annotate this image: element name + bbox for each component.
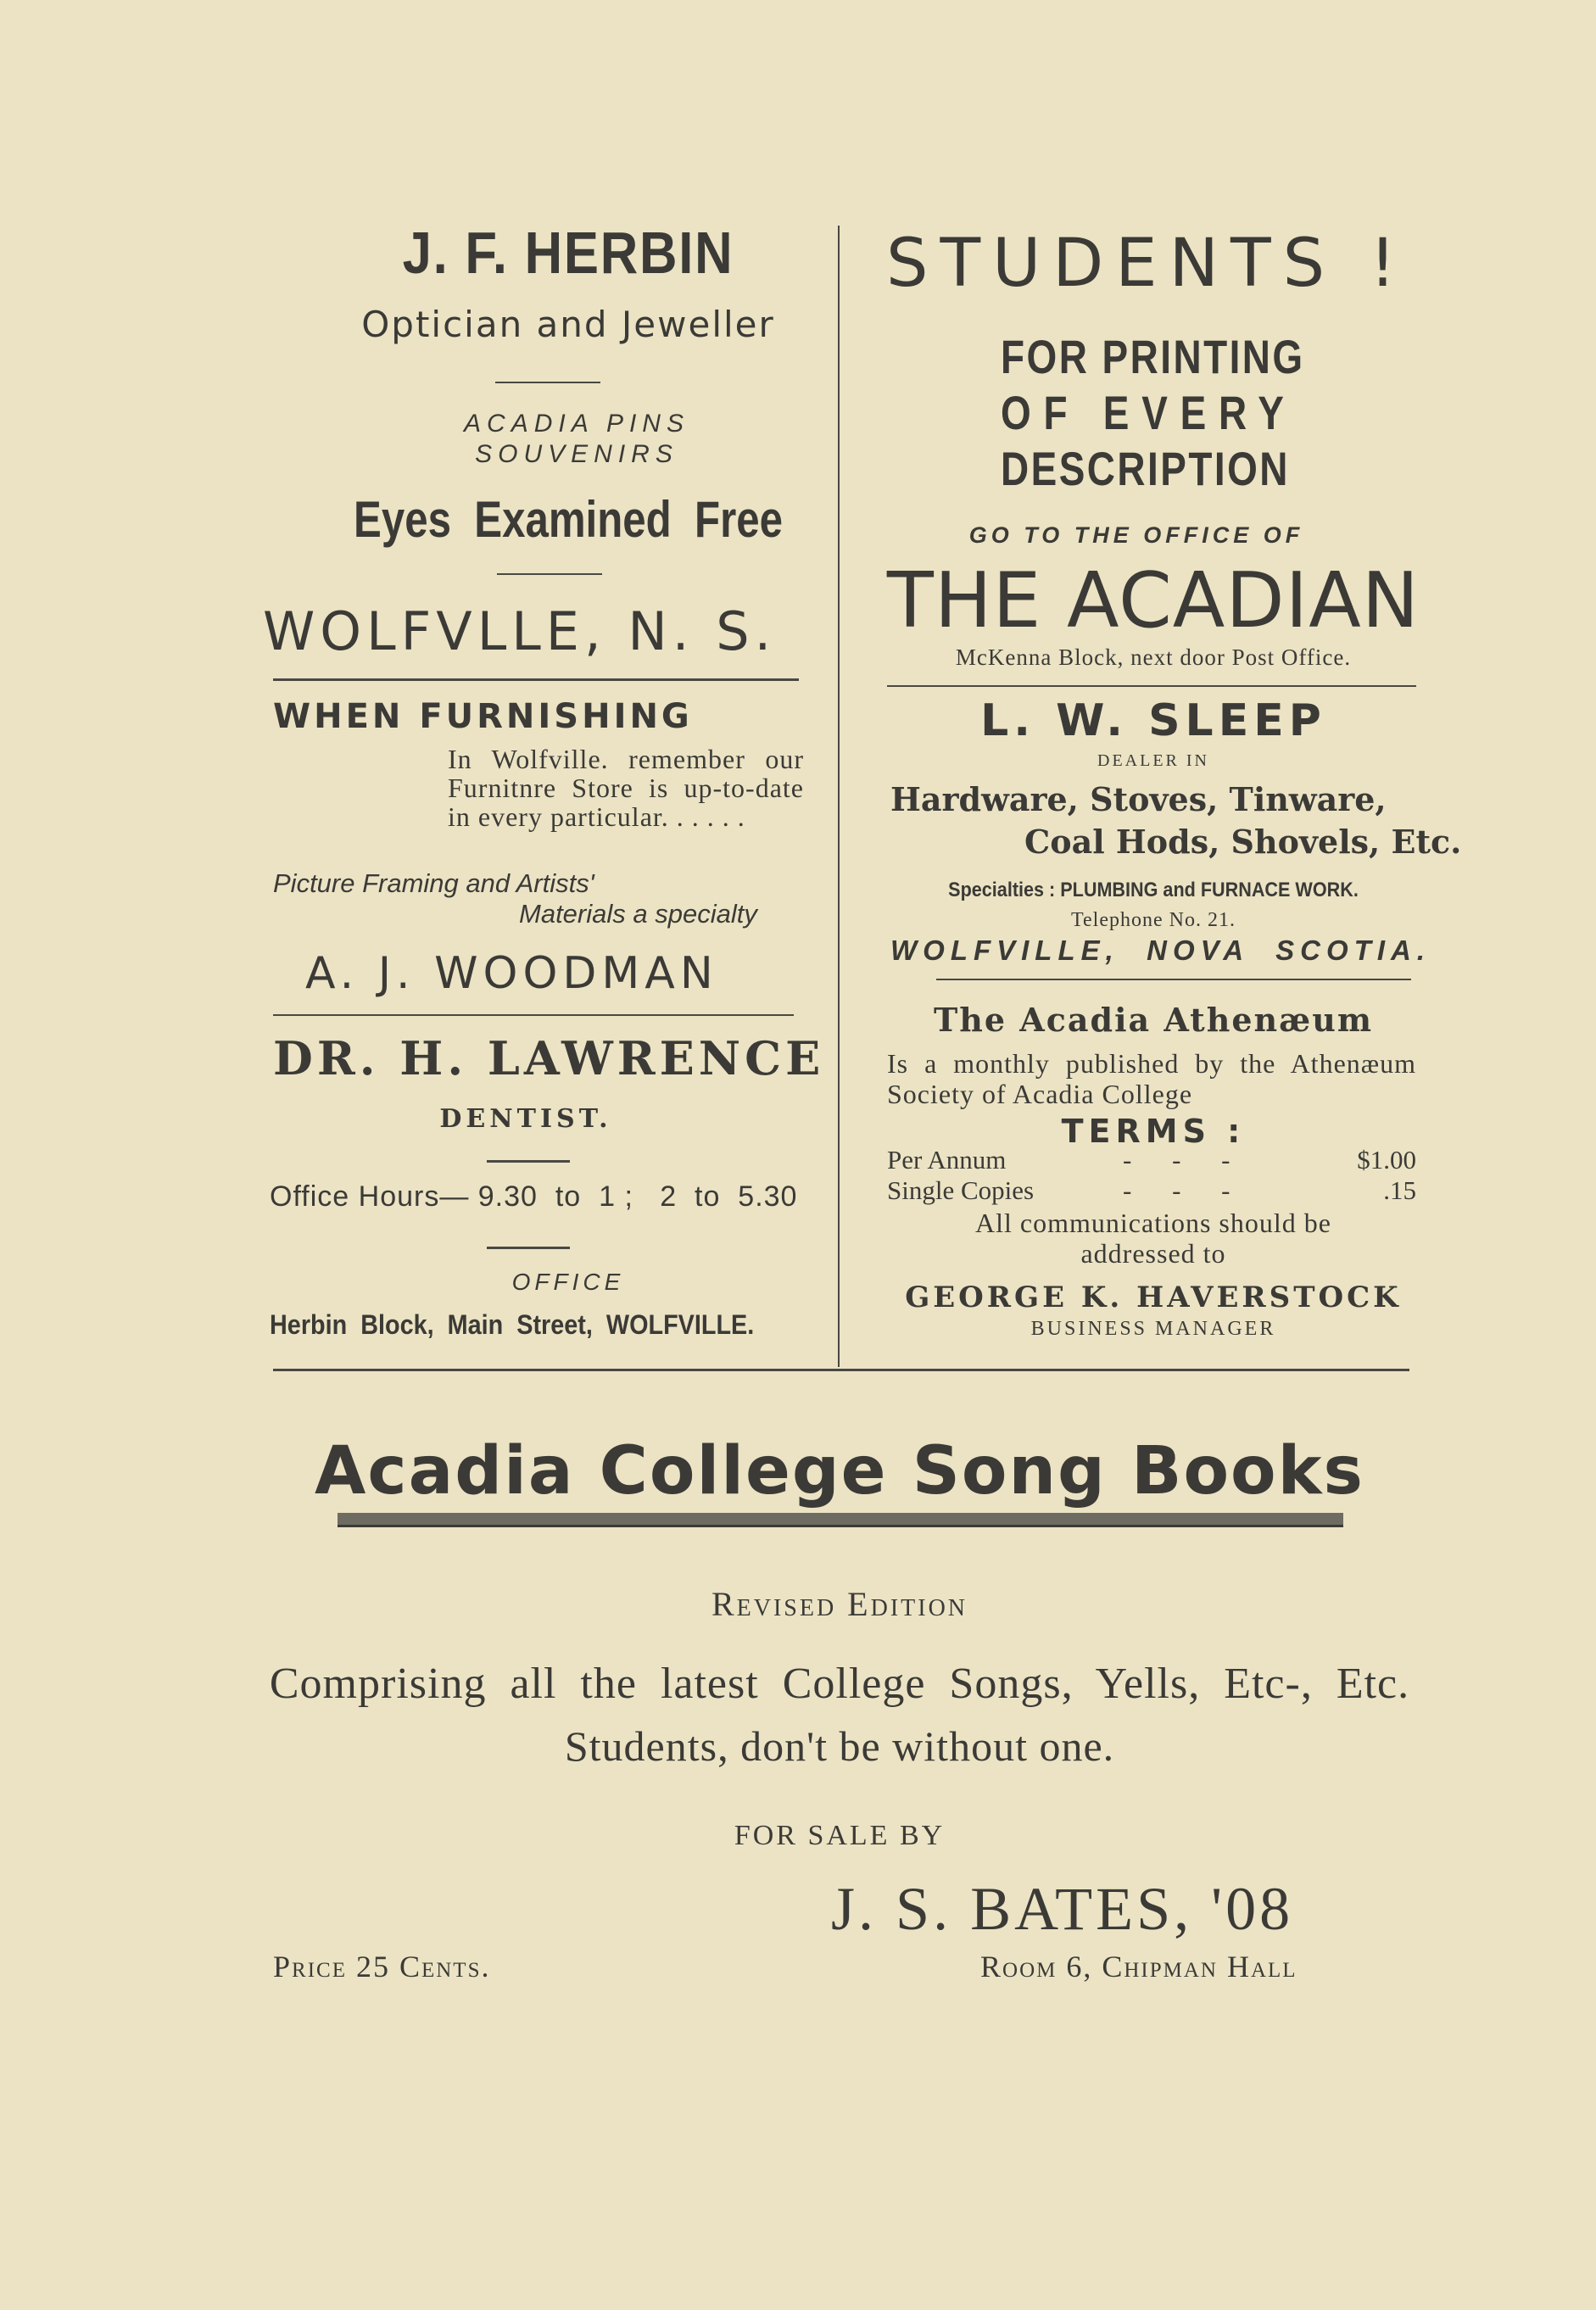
acadian-printing (1001, 329, 1305, 497)
woodman-body: In Wolfville. remember our Furnitnre Store is up-to-date in every particular. . . . . . (448, 744, 804, 832)
athenaeum-terms: TERMS : (1061, 1113, 1246, 1150)
woodman-picture-line2: Materials a specialty (519, 899, 757, 929)
sleep-dealer: DEALER IN (1097, 751, 1209, 770)
left-section-rule-2 (273, 1014, 794, 1016)
single-copies-value: .15 (1383, 1175, 1416, 1205)
lawrence-divider-1 (487, 1160, 570, 1163)
woodman-picture-line1: Picture Framing and Artists' (273, 868, 594, 898)
single-copies-dashes: - - - (1123, 1175, 1247, 1205)
woodman-heading: WHEN FURNISHING (273, 697, 693, 736)
acadian-go-to: GO TO THE OFFICE OF (968, 522, 1304, 548)
herbin-pins-line1: ACADIA PINS (464, 410, 689, 438)
songbooks-for-sale: FOR SALE BY (734, 1820, 946, 1851)
sleep-telephone: Telephone No. 21. (1071, 909, 1236, 931)
lawrence-hours: Office Hours— 9.30 to 1 ; 2 to 5.30 (270, 1180, 798, 1213)
column-divider (838, 226, 840, 1367)
lawrence-address: Herbin Block, Main Street, WOLFVILLE. (270, 1309, 755, 1340)
page-section-rule (273, 1369, 1409, 1371)
acadian-headline: STUDENTS ! (886, 226, 1409, 302)
athenaeum-communications (882, 1208, 1425, 1269)
acadian-paper-name: THE ACADIAN (886, 556, 1420, 645)
songbooks-description: Comprising all the latest College Songs, Yells, Etc-, Etc. (269, 1660, 1410, 1708)
herbin-town: WOLFVLLE, N. S. (263, 600, 777, 662)
herbin-name: J. F. HERBIN (402, 220, 734, 286)
acadian-printing-line2: OF EVERY (1001, 386, 1297, 439)
herbin-pins-line2: SOUVENIRS (475, 440, 678, 468)
lawrence-title: DENTIST. (439, 1104, 612, 1134)
sleep-town: WOLFVILLE, NOVA SCOTIA. (890, 935, 1431, 966)
acadian-location: McKenna Block, next door Post Office. (955, 644, 1352, 670)
lawrence-office-label: OFFICE (511, 1269, 625, 1295)
sleep-name: L. W. SLEEP (980, 695, 1326, 746)
herbin-divider-2 (497, 573, 602, 575)
athenaeum-manager-title: BUSINESS MANAGER (1030, 1318, 1276, 1340)
single-copies-label: Single Copies (887, 1175, 1035, 1205)
lawrence-name: DR. H. LAWRENCE (273, 1031, 825, 1085)
acadian-printing-line3: DESCRIPTION (1001, 442, 1290, 495)
songbooks-title: Acadia College Song Books (315, 1433, 1364, 1509)
songbooks-room: Room 6, Chipman Hall (980, 1950, 1297, 1984)
acadian-printing-line1: FOR PRINTING (1001, 330, 1305, 383)
sleep-goods-line2: Coal Hods, Shovels, Etc. (1024, 823, 1462, 861)
sleep-specialties: Specialties : PLUMBING and FURNACE WORK. (948, 879, 1359, 901)
songbooks-tagline: Students, don't be without one. (564, 1722, 1115, 1770)
lawrence-divider-2 (487, 1247, 570, 1249)
herbin-subtitle: Optician and Jeweller (361, 304, 775, 345)
athenaeum-comm-line2: addressed to (1080, 1238, 1226, 1269)
athenaeum-comm-line1: All communications should be (975, 1208, 1331, 1238)
athenaeum-description: Is a monthly published by the Athenæum Society of Acadia College (887, 1048, 1416, 1109)
right-section-rule-1 (887, 685, 1416, 687)
per-annum-dashes: - - - (1123, 1145, 1247, 1175)
herbin-eyes-examined: Eyes Examined Free (354, 491, 783, 548)
sleep-goods-line1: Hardware, Stoves, Tinware, (890, 780, 1387, 818)
herbin-pins (356, 409, 797, 470)
athenaeum-title: The Acadia Athenæum (933, 1001, 1374, 1039)
per-annum-label: Per Annum (887, 1145, 1007, 1175)
songbooks-edition: Revised Edition (711, 1585, 968, 1623)
athenaeum-manager: GEORGE K. HAVERSTOCK (905, 1281, 1402, 1314)
songbooks-seller: J. S. BATES, '08 (831, 1875, 1294, 1943)
per-annum-value: $1.00 (1357, 1145, 1416, 1175)
woodman-name: A. J. WOODMAN (305, 948, 718, 999)
songbooks-title-bar (338, 1513, 1343, 1527)
left-section-rule-1 (273, 678, 799, 681)
herbin-divider-1 (495, 382, 600, 383)
songbooks-price: Price 25 Cents. (273, 1950, 491, 1984)
right-section-rule-2 (936, 979, 1411, 980)
